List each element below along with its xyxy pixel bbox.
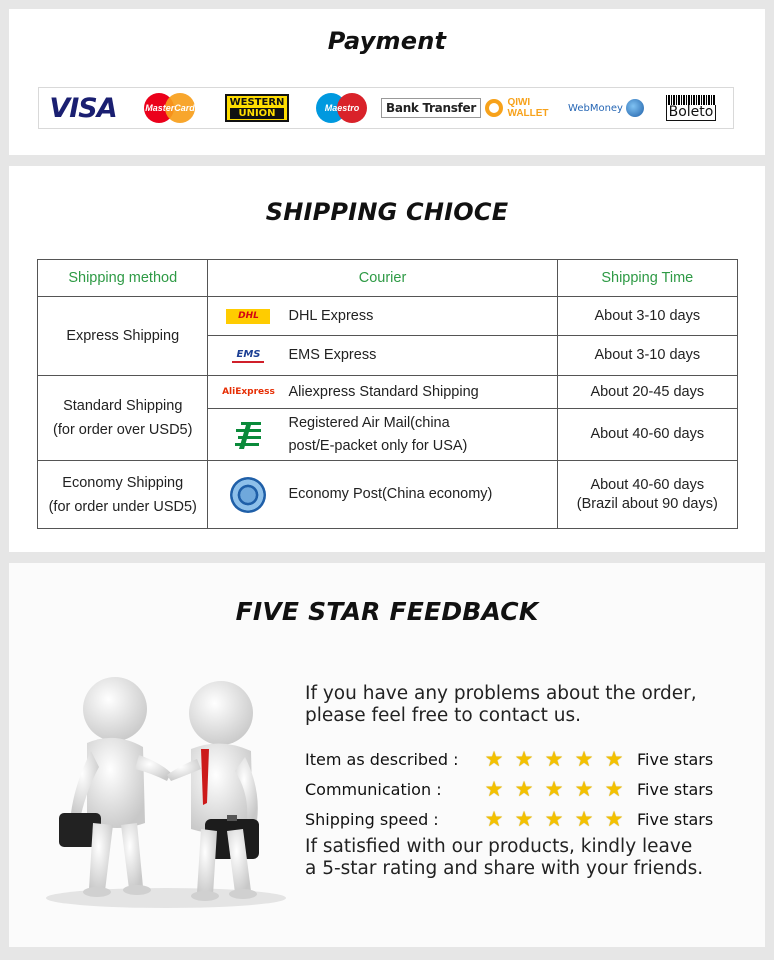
courier-dhl: DHL Express	[288, 307, 374, 324]
feedback-title: FIVE STAR FEEDBACK	[235, 597, 539, 626]
method-standard-line1: Standard Shipping	[63, 398, 183, 414]
time-economy-line1: About 40-60 days	[590, 476, 705, 493]
method-standard-line2: (for order over USD5)	[53, 422, 193, 438]
method-economy	[38, 461, 208, 529]
time-ems: About 3-10 days	[557, 336, 737, 376]
header-shipping-time: Shipping Time	[557, 260, 737, 297]
star-icon: ★	[544, 777, 564, 801]
feedback-outro-line2: a 5-star rating and share with your friends.	[305, 858, 704, 879]
feedback-intro-line1: If you have any problems about the order,	[305, 683, 697, 704]
bank-transfer-text: Bank Transfer	[381, 98, 481, 118]
western-union-text-bottom: UNION	[230, 108, 285, 119]
star-icon: ★	[484, 807, 504, 831]
star-icon: ★	[604, 777, 624, 801]
rating-row-communication	[305, 774, 713, 804]
star-icon: ★	[574, 807, 594, 831]
webmoney-logo	[565, 88, 647, 128]
rating-value: Five stars	[637, 749, 714, 769]
star-icon: ★	[574, 777, 594, 801]
star-icon: ★	[484, 747, 504, 771]
qiwi-text-top: QIWI	[507, 97, 531, 108]
table-row	[38, 461, 738, 529]
payment-title: Payment	[327, 27, 447, 55]
rating-row-item-described	[305, 744, 713, 774]
star-rating	[479, 747, 629, 771]
rating-label: Communication :	[305, 779, 442, 799]
header-shipping-method: Shipping method	[38, 260, 208, 297]
star-icon: ★	[574, 747, 594, 771]
star-rating	[479, 807, 629, 831]
maestro-logo	[315, 88, 369, 128]
handshake-figures-image	[31, 643, 301, 913]
china-post-icon	[232, 419, 264, 451]
aliexpress-logo: AliExpress	[222, 387, 275, 397]
feedback-intro	[305, 683, 745, 727]
bank-transfer-logo	[386, 88, 476, 128]
time-economy	[557, 461, 737, 529]
method-express: Express Shipping	[38, 297, 208, 376]
star-icon: ★	[544, 807, 564, 831]
rating-value: Five stars	[637, 809, 714, 829]
globe-icon	[626, 99, 644, 117]
webmoney-text: WebMoney	[568, 102, 623, 114]
star-rating	[479, 777, 629, 801]
ems-logo: EMS	[232, 349, 264, 363]
courier-aliexpress: Aliexpress Standard Shipping	[288, 383, 479, 400]
rating-value: Five stars	[637, 779, 714, 799]
time-dhl: About 3-10 days	[557, 297, 737, 336]
star-icon: ★	[604, 807, 624, 831]
courier-ems: EMS Express	[288, 347, 377, 363]
feedback-outro	[305, 836, 745, 880]
shipping-title: SHIPPING CHIOCE	[265, 198, 509, 226]
star-icon: ★	[544, 747, 564, 771]
boleto-logo	[661, 88, 721, 128]
rating-row-shipping-speed	[305, 804, 713, 834]
star-icon: ★	[514, 807, 534, 831]
feedback-panel	[9, 563, 765, 947]
method-economy-line1: Economy Shipping	[62, 474, 184, 491]
method-economy-line2: (for order under USD5)	[48, 498, 197, 515]
table-header-row	[38, 260, 738, 297]
visa-logo: VISA	[49, 92, 117, 124]
maestro-logo-text: Maestro	[324, 103, 360, 113]
rating-label: Shipping speed :	[305, 809, 439, 829]
feedback-outro-line1: If satisfied with our products, kindly leave	[305, 836, 693, 857]
mastercard-logo	[143, 88, 197, 128]
qiwi-icon	[485, 99, 503, 117]
time-air-mail: About 40-60 days	[557, 409, 737, 461]
un-emblem-icon	[230, 477, 266, 513]
shipping-panel	[9, 166, 765, 552]
time-aliexpress: About 20-45 days	[557, 376, 737, 409]
qiwi-text-bottom: WALLET	[507, 108, 549, 119]
header-courier: Courier	[208, 260, 557, 297]
table-row	[38, 297, 738, 336]
feedback-intro-line2: please feel free to contact us.	[305, 705, 581, 726]
boleto-text: Boleto	[666, 105, 717, 121]
star-icon: ★	[514, 777, 534, 801]
method-standard	[38, 376, 208, 461]
western-union-logo	[225, 88, 289, 128]
star-icon: ★	[514, 747, 534, 771]
star-icon: ★	[484, 777, 504, 801]
courier-economy-post: Economy Post(China economy)	[288, 486, 493, 502]
rating-label: Item as described :	[305, 749, 459, 769]
courier-air-mail-line2: post/E-packet only for USA)	[288, 437, 468, 454]
table-row	[38, 376, 738, 409]
western-union-text-top: WESTERN	[229, 97, 285, 108]
star-icon: ★	[604, 747, 624, 771]
qiwi-wallet-logo	[482, 88, 552, 128]
mastercard-logo-text: MasterCard	[145, 103, 195, 113]
courier-air-mail-line1: Registered Air Mail(china	[288, 414, 450, 431]
time-economy-line2: (Brazil about 90 days)	[576, 495, 718, 512]
payment-panel	[9, 9, 765, 155]
dhl-logo: DHL	[226, 309, 270, 324]
shipping-table	[37, 259, 738, 529]
payment-methods-strip	[38, 87, 734, 129]
